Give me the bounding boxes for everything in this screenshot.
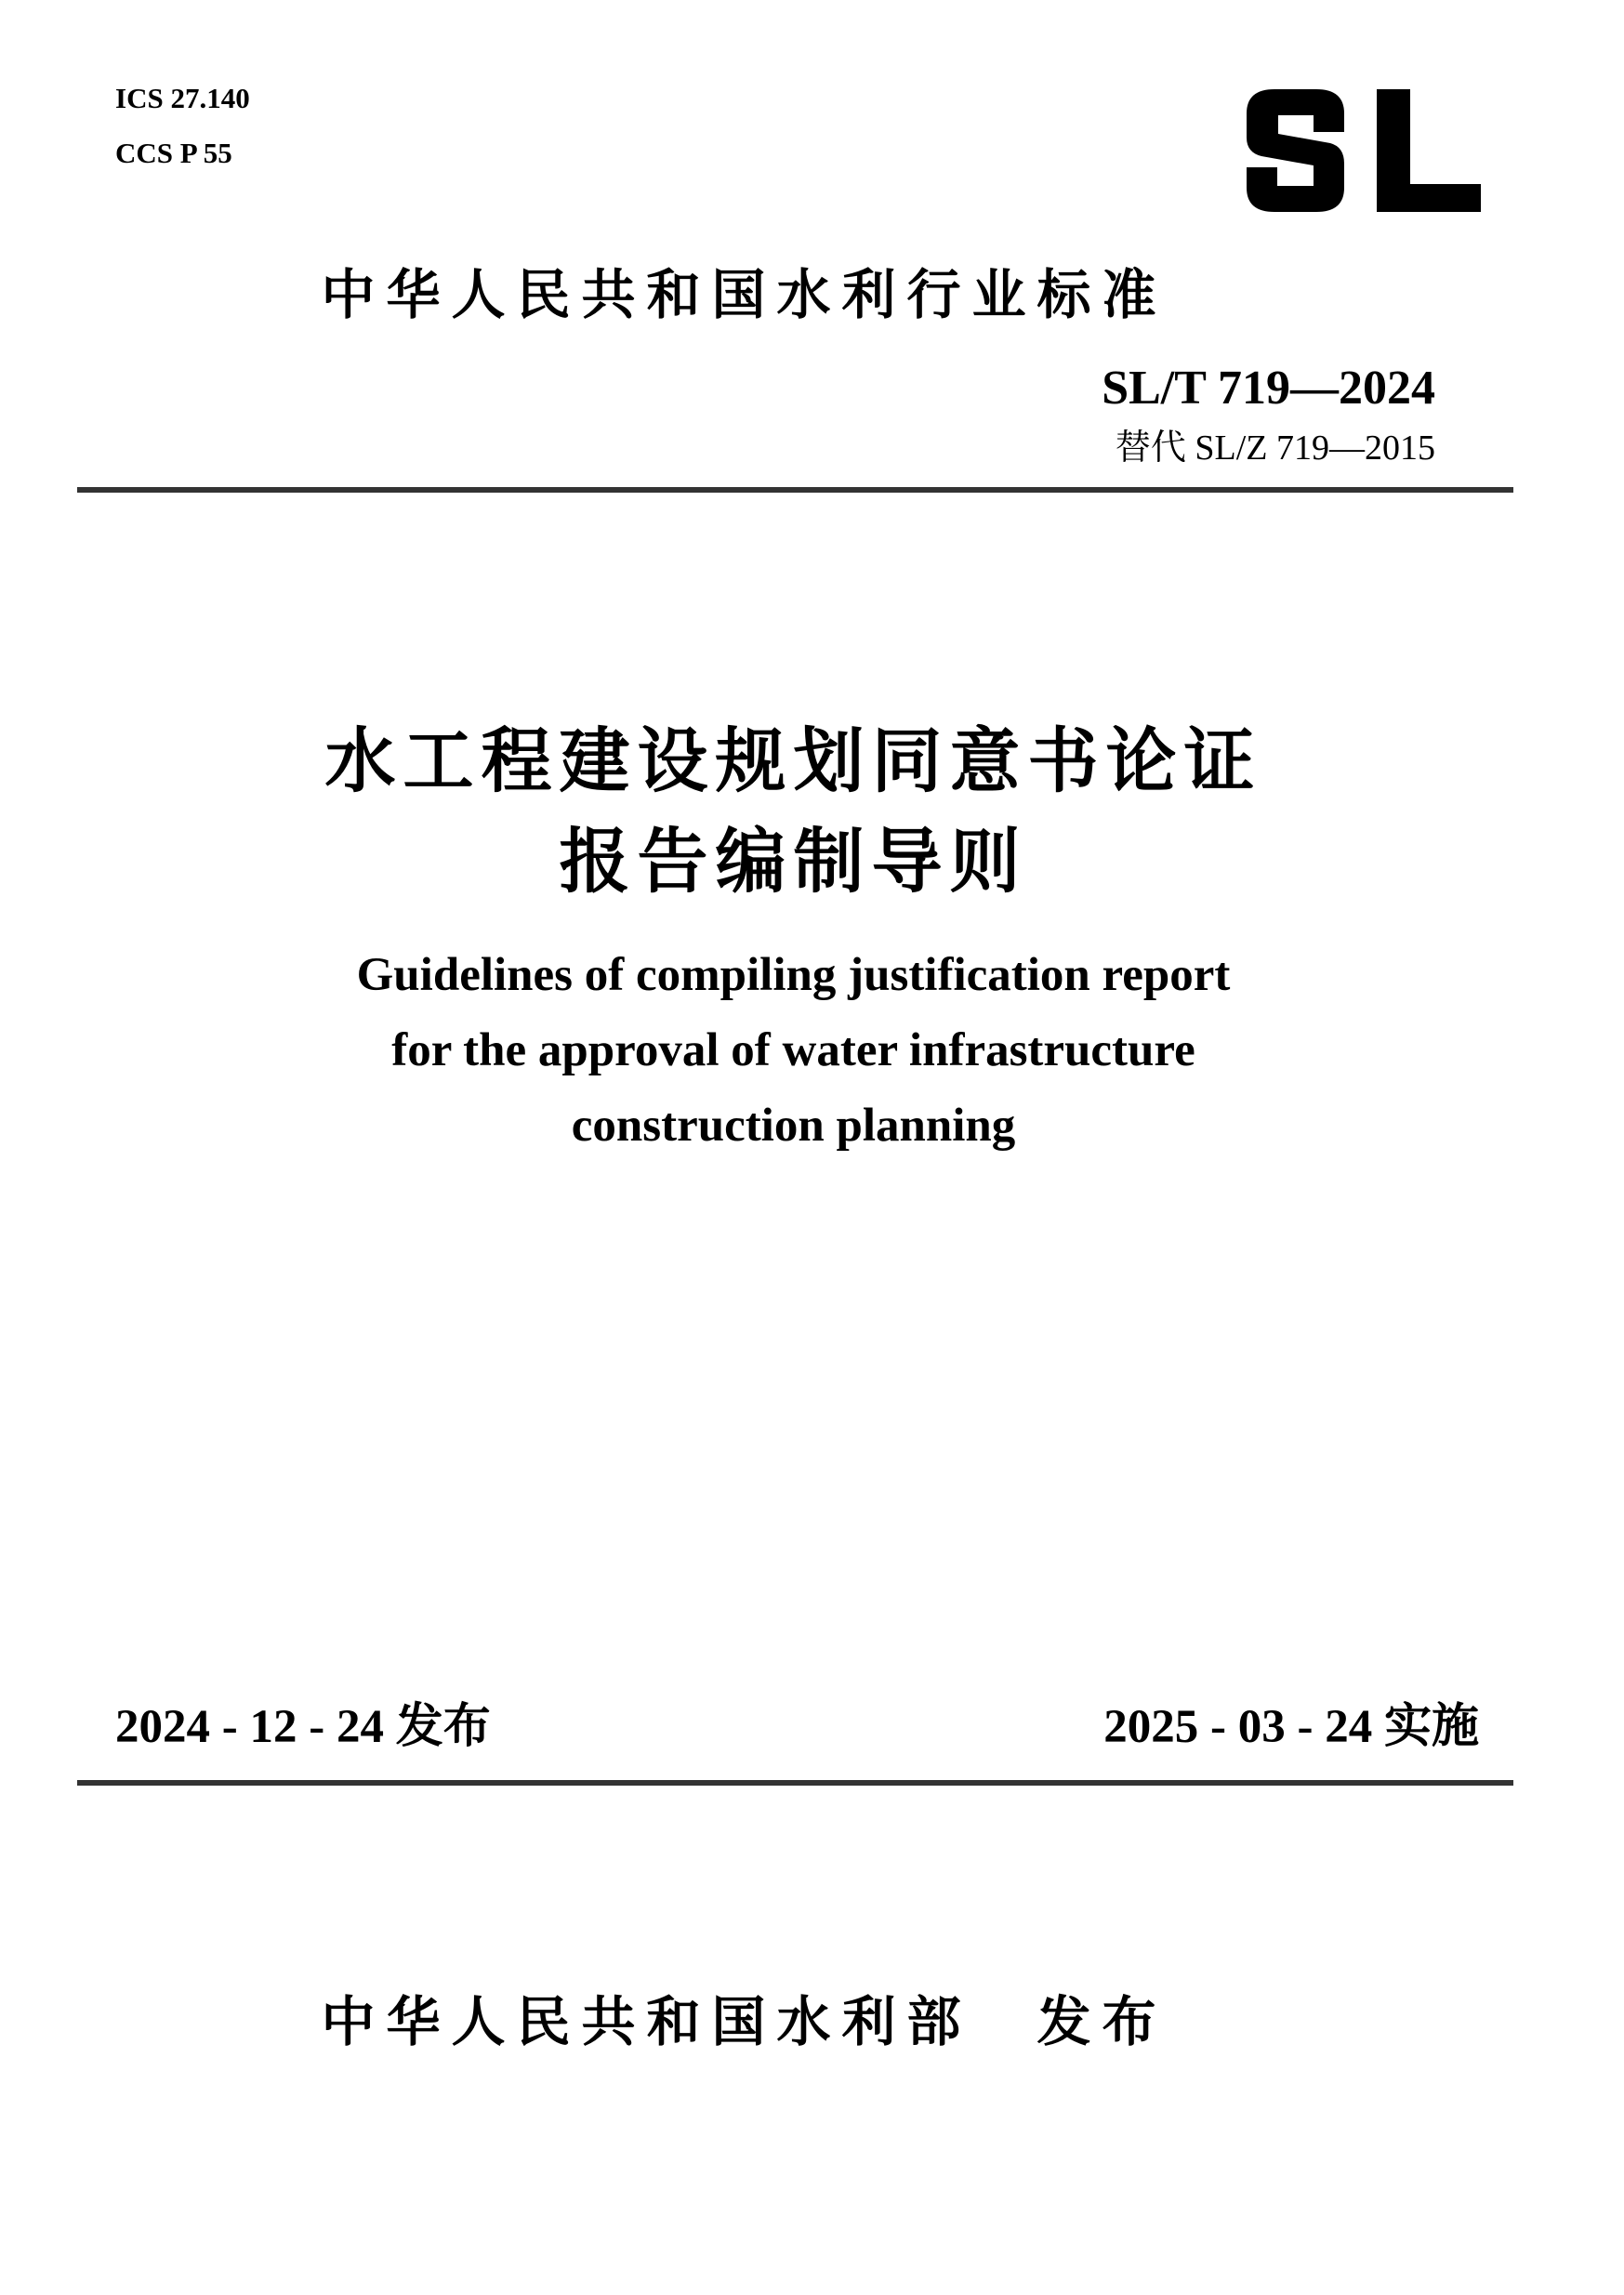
sl-logo xyxy=(1237,86,1484,216)
replaced-standard: 替代 SL/Z 719—2015 xyxy=(1115,429,1435,468)
title-en-line1: Guidelines of compiling justification report xyxy=(356,949,1231,1001)
top-divider xyxy=(77,487,1513,493)
title-cn-line1: 水工程建设规划同意书论证 xyxy=(324,719,1262,802)
publisher: 中华人民共和国水利部 发布 xyxy=(321,1990,1168,2053)
title-en-line2: for the approval of water infrastructure xyxy=(391,1024,1195,1076)
effective-date: 2025 - 03 - 24 实施 xyxy=(1103,1701,1479,1753)
ics-code: ICS 27.140 xyxy=(115,82,250,114)
title-en-line3: construction planning xyxy=(571,1100,1016,1152)
bottom-divider xyxy=(77,1780,1513,1786)
ccs-code: CCS P 55 xyxy=(115,137,232,169)
standard-number: SL/T 719—2024 xyxy=(1102,362,1435,415)
title-cn-line2: 报告编制导则 xyxy=(559,820,1028,903)
industry-standard-heading: 中华人民共和国水利行业标准 xyxy=(321,263,1168,326)
issue-date: 2024 - 12 - 24 发布 xyxy=(115,1701,491,1753)
